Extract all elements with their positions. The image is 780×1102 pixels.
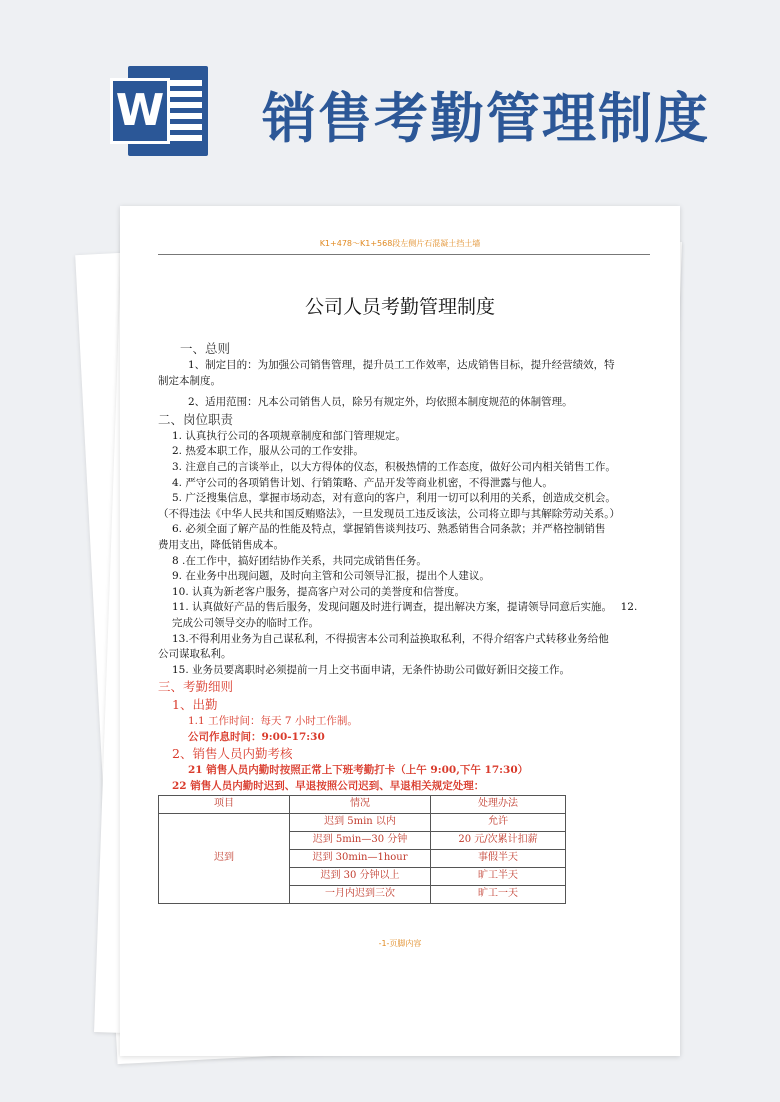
table-cell: 允许 xyxy=(431,813,566,831)
document-body xyxy=(158,340,663,904)
subsection-heading: 1、出勤 xyxy=(172,697,218,713)
table-cell: 迟到 5min 以内 xyxy=(290,813,431,831)
table-cell: 事假半天 xyxy=(431,849,566,867)
attendance-line: 公司作息时间：9:00-17:30 xyxy=(188,730,325,743)
list-item: 9. 在业务中出现问题，及时向主管和公司领导汇报，提出个人建议。 xyxy=(172,570,490,583)
page-header-note: K1+478～K1+568段左侧片石混凝土挡土墙 xyxy=(319,239,481,248)
list-item: 15. 业务员要离职时必须提前一月上交书面申请，无条件协助公司做好新旧交接工作。 xyxy=(172,663,571,676)
table-header-row xyxy=(159,795,566,813)
section-heading: 三、考勤细则 xyxy=(158,679,234,695)
table-cell: 旷工一天 xyxy=(431,885,566,903)
list-item: 2. 热爱本职工作，服从公司的工作安排。 xyxy=(172,445,364,458)
table-header: 项目 xyxy=(159,795,290,813)
attendance-line: 1.1 工作时间：每天 7 小时工作制。 xyxy=(188,715,358,728)
attendance-rule: 22 销售人员内勤时迟到、早退按照公司迟到、早退相关规定处理： xyxy=(172,780,485,793)
table-row xyxy=(159,813,566,831)
header-divider xyxy=(158,254,650,255)
list-item: 11. 认真做好产品的售后服务，发现问题及时进行调查，提出解决方案，提请领导同意后实施。 12. xyxy=(172,601,638,614)
list-item: 3. 注意自己的言谈举止，以大方得体的仪态，积极热情的工作态度，做好公司内相关销售工作。 xyxy=(172,460,616,473)
list-item: 6. 必须全面了解产品的性能及特点，掌握销售谈判技巧、熟悉销售合同条款；并严格控制销售 xyxy=(172,523,606,536)
list-item: （不得违法《中华人民共和国反贿赂法》，一旦发现员工违反该法，公司将立即与其解除劳动关系。） xyxy=(158,507,620,520)
table-header: 情况 xyxy=(290,795,431,813)
list-item: 13.不得利用业务为自己谋私利，不得损害本公司利益换取私利，不得介绍客户式转移业务给他 xyxy=(172,632,609,645)
attendance-rule: 21 销售人员内勤时按照正常上下班考勤打卡（上午 9:00,下午 17:30） xyxy=(188,764,529,777)
word-letter-tile: W xyxy=(110,78,170,144)
paragraph: 1、制定目的：为加强公司销售管理，提升员工工作效率，达成销售目标，提升经营绩效，特 xyxy=(188,359,615,371)
list-item: 1. 认真执行公司的各项规章制度和部门管理规定。 xyxy=(172,429,406,442)
table-cell: 一月内迟到三次 xyxy=(290,885,431,903)
list-item: 公司谋取私利。 xyxy=(158,648,232,661)
table-cell: 迟到 5min—30 分钟 xyxy=(290,831,431,849)
paragraph: 2、适用范围：凡本公司销售人员，除另有规定外，均依照本制度规范的体制管理。 xyxy=(188,396,573,409)
document-title: 公司人员考勤管理制度 xyxy=(304,296,495,318)
table-cell: 迟到 30 分钟以上 xyxy=(290,867,431,885)
table-cell: 旷工半天 xyxy=(431,867,566,885)
banner xyxy=(0,0,780,190)
table-cell-group: 迟到 xyxy=(159,813,290,903)
document-page xyxy=(120,206,680,1056)
section-heading: 二、岗位职责 xyxy=(158,411,234,427)
list-item: 完成公司领导交办的临时工作。 xyxy=(172,616,319,629)
page-footer: -1-页脚内容 xyxy=(378,939,422,948)
list-item: 费用支出，降低销售成本。 xyxy=(158,538,284,551)
list-item: 4. 严守公司的各项销售计划、行销策略、产品开发等商业机密，不得泄露与他人。 xyxy=(172,476,553,489)
lateness-table xyxy=(158,795,566,904)
table-header: 处理办法 xyxy=(431,795,566,813)
banner-title: 销售考勤管理制度 xyxy=(262,87,710,150)
list-item: 8 .在工作中，搞好团结协作关系，共同完成销售任务。 xyxy=(172,554,427,567)
table-cell: 迟到 30min—1hour xyxy=(290,849,431,867)
section-heading: 一、总则 xyxy=(180,341,231,356)
paragraph: 制定本制度。 xyxy=(158,374,221,387)
list-item: 10. 认真为新老客户服务，提高客户对公司的美誉度和信誉度。 xyxy=(172,585,466,598)
list-item: 5. 广泛搜集信息，掌握市场动态，对有意向的客户，利用一切可以利用的关系，创造成交机会。 xyxy=(172,492,616,505)
word-app-icon xyxy=(110,66,210,156)
subsection-heading: 2、销售人员内勤考核 xyxy=(172,746,293,762)
table-cell: 20 元/次累计扣薪 xyxy=(431,831,566,849)
